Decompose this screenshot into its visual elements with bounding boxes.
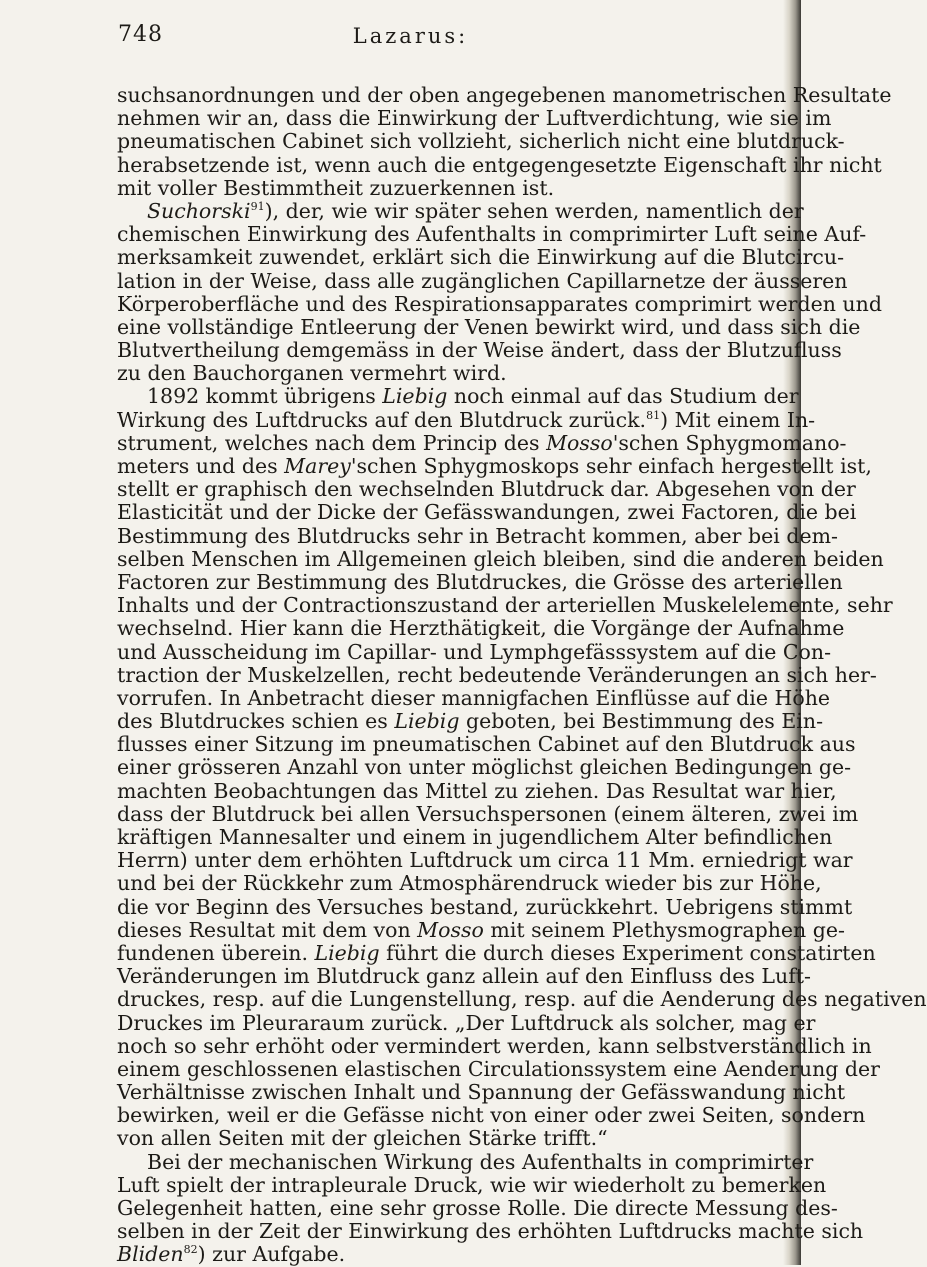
text-line: meters und des Marey'schen Sphygmoskops sehr einfach hergestellt ist, xyxy=(117,454,872,478)
text-line: dass der Blutdruck bei allen Versuchspersonen (einem älteren, zwei im xyxy=(117,801,859,826)
text-line: nehmen wir an, dass die Einwirkung der Luftverdichtung, wie sie im xyxy=(117,106,832,131)
text-line: Herrn) unter dem erhöhten Luftdruck um circa 11 Mm. erniedrigt war xyxy=(117,848,853,873)
text-line: Luft spielt der intrapleurale Druck, wie wir wiederholt zu bemerken xyxy=(117,1172,827,1197)
running-head: Lazarus: xyxy=(352,24,469,48)
text-line: eine vollständige Entleerung der Venen bewirkt wird, und dass sich die xyxy=(117,314,861,339)
text-line: druckes, resp. auf die Lungenstellung, resp. auf die Aenderung des negativen xyxy=(117,987,927,1012)
text-line: selben Menschen im Allgemeinen gleich bleiben, sind die anderen beiden xyxy=(117,546,884,571)
text-line: pneumatischen Cabinet sich vollzieht, sicherlich nicht eine blutdruck- xyxy=(117,129,845,154)
text-line: Bestimmung des Blutdrucks sehr in Betracht kommen, aber bei dem- xyxy=(117,523,838,548)
text-line: merksamkeit zuwendet, erklärt sich die Einwirkung auf die Blutcircu- xyxy=(117,245,844,270)
text-line: kräftigen Mannesalter und einem in jugendlichem Alter befindlichen xyxy=(117,825,833,849)
text-line: einem geschlossenen elastischen Circulationssystem eine Aenderung der xyxy=(117,1056,880,1081)
text-line: strument, welches nach dem Princip des Mosso'schen Sphygmomano- xyxy=(117,430,847,455)
text-line: stellt er graphisch den wechselnden Blutdruck dar. Abgesehen von der xyxy=(117,477,856,502)
text-line: und Ausscheidung im Capillar- und Lymphgefässsystem auf die Con- xyxy=(117,639,832,664)
text-line: bewirken, weil er die Gefässe nicht von einer oder zwei Seiten, sondern xyxy=(117,1103,866,1128)
text-line: Inhalts und der Contractionszustand der arteriellen Muskelelemente, sehr xyxy=(117,593,893,618)
text-line: von allen Seiten mit der gleichen Stärke trifft.“ xyxy=(117,1126,608,1151)
text-line: Blutvertheilung demgemäss in der Weise ändert, dass der Blutzufluss xyxy=(117,338,842,363)
text-line: Bei der mechanischen Wirkung des Aufenthalts in comprimirter xyxy=(147,1149,814,1174)
text-line: Körperoberfläche und des Respirationsapparates comprimirt werden und xyxy=(117,291,882,316)
text-line: machten Beobachtungen das Mittel zu ziehen. Das Resultat war hier, xyxy=(117,778,837,803)
text-line: noch so sehr erhöht oder vermindert werden, kann selbstverständlich in xyxy=(117,1033,872,1058)
text-line: suchsanordnungen und der oben angegebenen manometrischen Resultate xyxy=(117,83,892,107)
text-line: Gelegenheit hatten, eine sehr grosse Rolle. Die directe Messung des- xyxy=(117,1196,838,1220)
text-line: und bei der Rückkehr zum Atmosphärendruck wieder bis zur Höhe, xyxy=(117,871,822,896)
text-line: herabsetzende ist, wenn auch die entgegengesetzte Eigenschaft ihr nicht xyxy=(117,152,882,177)
text-line: zu den Bauchorganen vermehrt wird. xyxy=(117,361,507,386)
text-line: selben in der Zeit der Einwirkung des erhöhten Luftdrucks machte sich xyxy=(117,1219,864,1244)
text-line: einer grösseren Anzahl von unter möglichst gleichen Bedingungen ge- xyxy=(117,755,852,780)
text-line: die vor Beginn des Versuches bestand, zurückkehrt. Uebrigens stimmt xyxy=(117,894,853,919)
text-line: Suchorski$^{91}$), der, wie wir später sehen werden, namentlich der xyxy=(147,198,804,223)
text-line: des Blutdruckes schien es Liebig geboten, bei Bestimmung des Ein- xyxy=(117,709,823,734)
text-line: chemischen Einwirkung des Aufenthalts in comprimirter Luft seine Auf- xyxy=(117,222,867,247)
text-line: dieses Resultat mit dem von Mosso mit seinem Plethysmographen ge- xyxy=(117,917,845,942)
page-number: 748 xyxy=(118,22,163,47)
text-line: fundenen überein. Liebig führt die durch dieses Experiment constatirten xyxy=(117,940,876,965)
text-line: Veränderungen im Blutdruck ganz allein auf den Einfluss des Luft- xyxy=(117,964,811,989)
text-line: mit voller Bestimmtheit zuzuerkennen ist. xyxy=(117,175,555,200)
body-text xyxy=(117,83,927,1267)
text-line: Elasticität und der Dicke der Gefässwandungen, zwei Factoren, die bei xyxy=(117,500,857,525)
text-line: Druckes im Pleuraraum zurück. „Der Luftdruck als solcher, mag er xyxy=(117,1010,816,1035)
text-line: traction der Muskelzellen, recht bedeutende Veränderungen an sich her- xyxy=(117,662,877,687)
text-line: Bliden$^{82}$) zur Aufgabe. xyxy=(117,1242,346,1267)
text-line: vorrufen. In Anbetracht dieser mannigfachen Einflüsse auf die Höhe xyxy=(117,685,831,710)
text-line: 1892 kommt übrigens Liebig noch einmal auf das Studium der xyxy=(147,384,799,409)
text-line: Wirkung des Luftdrucks auf den Blutdruck zurück.$^{81}$) Mit einem In- xyxy=(117,407,816,432)
text-line: flusses einer Sitzung im pneumatischen Cabinet auf den Blutdruck aus xyxy=(117,732,856,757)
text-line: Factoren zur Bestimmung des Blutdruckes, die Grösse des arteriellen xyxy=(117,569,843,594)
text-line: wechselnd. Hier kann die Herzthätigkeit, die Vorgänge der Aufnahme xyxy=(117,616,845,641)
text-line: lation in der Weise, dass alle zugänglichen Capillarnetze der äusseren xyxy=(117,268,848,293)
text-line: Verhältnisse zwischen Inhalt und Spannung der Gefässwandung nicht xyxy=(117,1080,846,1105)
